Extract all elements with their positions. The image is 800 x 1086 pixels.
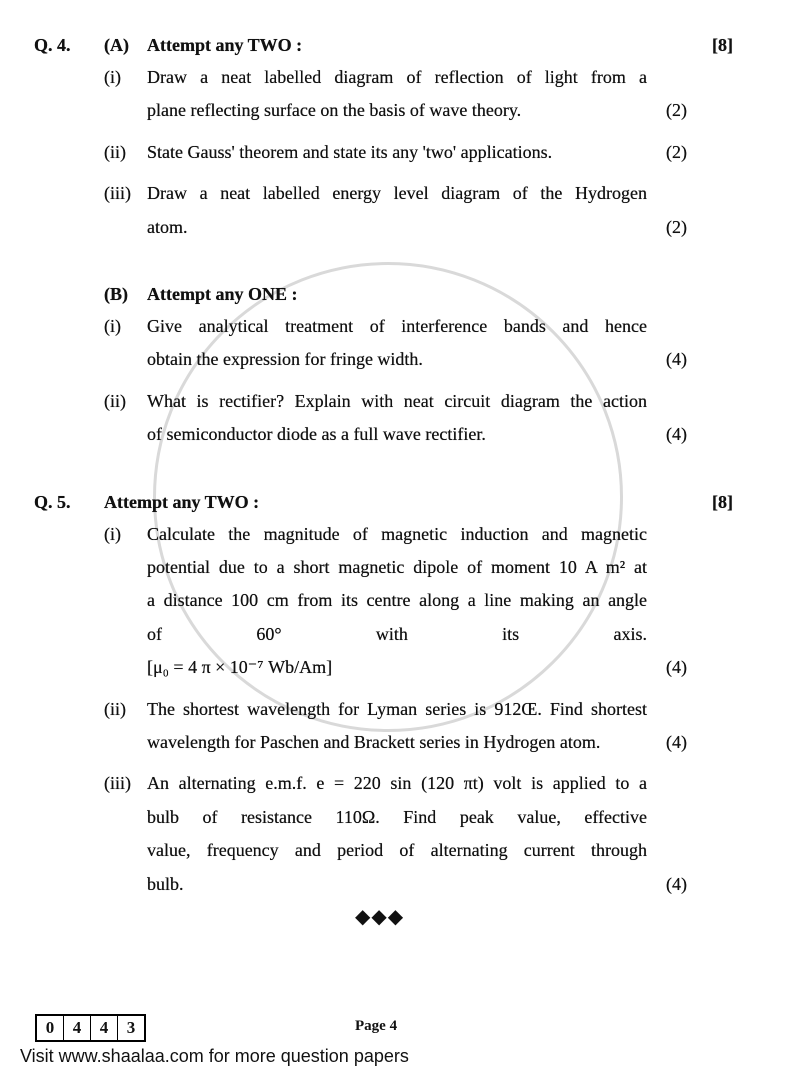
text-row: [0, 586, 800, 614]
text-row: [0, 769, 800, 797]
marks-label: (2): [666, 216, 687, 237]
question-text-line: plane reflecting surface on the basis of wave theory.: [147, 100, 522, 121]
text-row: [0, 728, 800, 756]
question-item-label: (ii): [104, 698, 126, 719]
text-row: [0, 488, 800, 516]
code-digit: 4: [91, 1016, 118, 1040]
question-number: Q. 4.: [34, 35, 71, 55]
page-number: Page 4: [355, 1018, 398, 1034]
section-label: (A): [104, 35, 129, 55]
marks-label: (4): [666, 732, 687, 752]
footer-visit-text: Visit www.shaalaa.com for more question papers: [20, 1046, 409, 1066]
question-text-line: value, frequency and period of alternating current through: [147, 840, 648, 861]
question-text-line: State Gauss' theorem and state its any 'two' applications.: [147, 141, 553, 162]
question-text-line: bulb.: [147, 873, 184, 894]
question-text-line: potential due to a short magnetic dipole of moment 10 A m² at: [147, 557, 647, 577]
question-text-line: An alternating e.m.f. e = 220 sin (120 πt) volt is applied to a: [147, 773, 647, 794]
text-row: [0, 213, 800, 241]
question-text-line: of semiconductor diode as a full wave rectifier.: [147, 424, 486, 445]
text-row: [0, 695, 800, 723]
question-text-line: Give analytical treatment of interference bands and hence: [147, 316, 647, 336]
text-row: [0, 653, 800, 681]
marks-label: (4): [666, 424, 687, 445]
code-digit: 4: [64, 1016, 91, 1040]
question-item-label: (i): [104, 523, 121, 544]
section-label: (B): [104, 284, 128, 304]
question-text-line: Draw a neat labelled diagram of reflection of light from a: [147, 67, 648, 87]
total-marks: [8]: [712, 35, 733, 55]
text-row: [0, 345, 800, 373]
section-title: Attempt any ONE :: [147, 284, 298, 304]
marks-label: (4): [666, 873, 687, 894]
question-text-line: bulb of resistance 110Ω. Find peak value, effective: [147, 806, 647, 827]
text-row: [0, 836, 800, 864]
end-of-paper-mark: ◆◆◆: [355, 906, 405, 928]
question-text-line: wavelength for Paschen and Brackett series in Hydrogen atom.: [147, 732, 601, 752]
question-text-line: atom.: [147, 216, 188, 237]
code-digit: 0: [37, 1016, 64, 1040]
question-text-line: What is rectifier? Explain with neat circuit diagram the action: [147, 390, 647, 411]
marks-label: (4): [666, 657, 687, 678]
marks-label: (4): [666, 349, 687, 370]
text-row: [0, 803, 800, 831]
total-marks: [8]: [712, 491, 733, 512]
marks-label: (2): [666, 141, 687, 162]
text-row: [0, 553, 800, 581]
question-text-line: The shortest wavelength for Lyman series is 912Œ. Find shortest: [147, 698, 647, 719]
text-row: [0, 620, 800, 648]
text-row: [0, 387, 800, 415]
question-text-line: [μ₀ = 4 π × 10⁻⁷ Wb/Am]: [147, 657, 333, 678]
paper-code-boxes: [35, 1014, 146, 1042]
text-row: [0, 312, 800, 340]
text-row: [0, 870, 800, 898]
question-number: Q. 5.: [34, 491, 71, 512]
question-item-label: (iii): [104, 183, 131, 204]
question-text-line: of 60° with its axis.: [147, 623, 647, 644]
code-digit: 3: [126, 1018, 136, 1037]
text-row: [0, 31, 800, 59]
question-text-line: Calculate the magnitude of magnetic induction and magnetic: [147, 523, 648, 544]
question-text-line: obtain the expression for fringe width.: [147, 349, 423, 370]
question-text-line: a distance 100 cm from its centre along a line making an angle: [147, 590, 648, 611]
text-row: [0, 96, 800, 124]
question-item-label: (i): [104, 316, 121, 336]
text-row: [0, 420, 800, 448]
section-title: Attempt any TWO :: [147, 35, 303, 55]
question-text-line: Draw a neat labelled energy level diagram of the Hydrogen: [147, 183, 647, 204]
text-row: [0, 179, 800, 207]
text-row: [0, 138, 800, 166]
text-row: [0, 280, 800, 308]
text-row: [0, 520, 800, 548]
question-item-label: (ii): [104, 390, 126, 411]
text-row: [0, 63, 800, 91]
question-item-label: (i): [104, 67, 121, 87]
question-item-label: (ii): [104, 141, 126, 162]
marks-label: (2): [666, 100, 687, 121]
question-item-label: (iii): [104, 773, 131, 794]
section-title: Attempt any TWO :: [104, 491, 260, 512]
